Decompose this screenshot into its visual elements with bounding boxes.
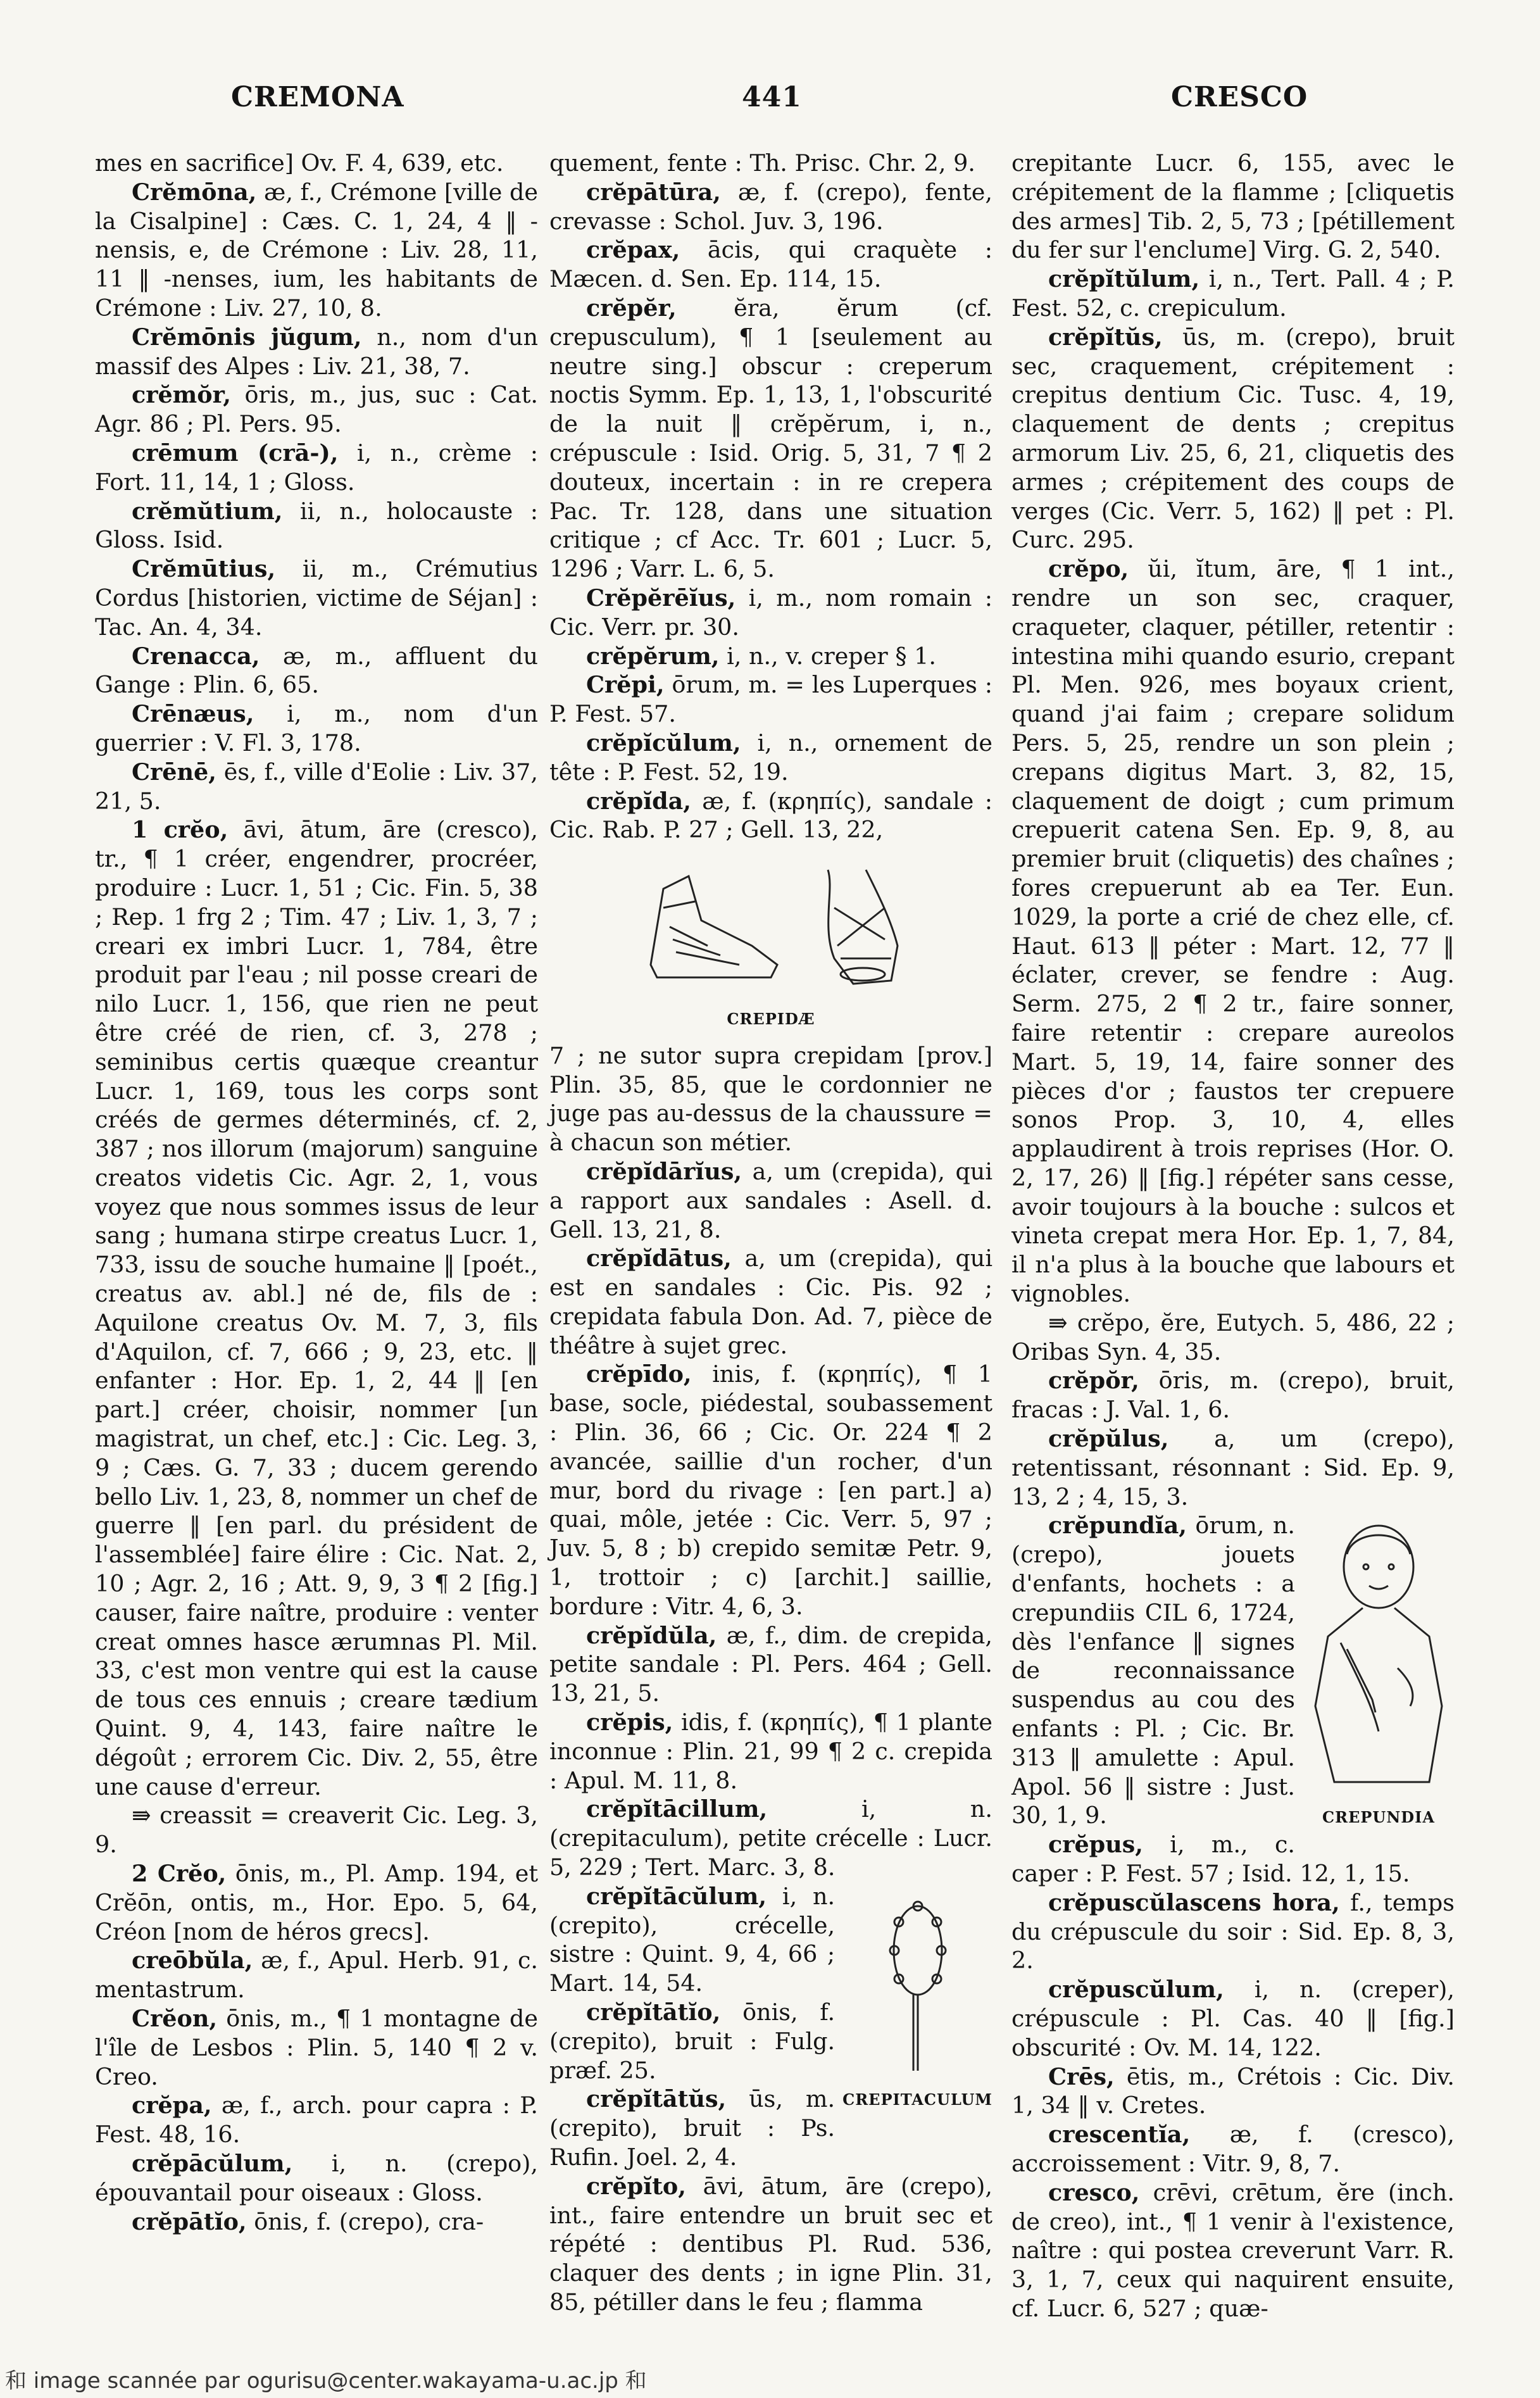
- dictionary-entry: [1011, 265, 1455, 323]
- entry-headword: Crĕmūtius,: [132, 555, 276, 583]
- dictionary-entry: [95, 380, 538, 439]
- entry-text: æ, f., arch. pour capra : P. Fest. 48, 16.: [95, 2092, 538, 2149]
- dictionary-entry: [549, 729, 992, 787]
- entry-text: i, n., crème : Fort. 11, 14, 1 ; Gloss.: [95, 439, 538, 496]
- dictionary-entry: [95, 2091, 538, 2149]
- column-2: [549, 149, 992, 2316]
- entry-headword: crĕpātūra,: [586, 178, 721, 206]
- crepidae-figure: [549, 851, 992, 1034]
- dictionary-entry: [549, 178, 992, 236]
- entry-headword: Crĕpĕrēĭus,: [586, 584, 736, 612]
- entry-text: ācis, qui craquète : Mæcen. d. Sen. Ep. 114, 15.: [549, 236, 992, 293]
- rattle-illustration: [883, 1887, 953, 2077]
- entry-headword: creōbŭla,: [132, 1947, 253, 1974]
- entry-text: i, n., v. creper § 1.: [719, 642, 937, 670]
- entry-text: ētis, m., Crétois : Cic. Div. 1, 34 ‖ v. Cretes.: [1011, 2062, 1455, 2119]
- entry-headword: crĕpundĭa,: [1048, 1512, 1187, 1540]
- entry-text: ii, n., holocauste : Gloss. Isid.: [95, 497, 538, 554]
- entry-headword: crĕpātĭo,: [132, 2207, 247, 2235]
- running-head-left: CREMONA: [231, 81, 404, 113]
- entry-text: æ, f. (crepo), fente, crevasse : Schol. Juv. 3, 196.: [549, 178, 992, 235]
- entry-text: crepitante Lucr. 6, 155, avec le crépitement de la flamme ; [cliquetis des armes] Tib. 2, 5, 73 ; [pétillement du fer sur l'enclume] Virg. G. 2, 540.: [1011, 149, 1455, 264]
- dictionary-entry: [95, 1859, 538, 1946]
- column-1: [95, 149, 538, 2295]
- dictionary-entry: [1011, 555, 1455, 1309]
- entry-text: i, n. (crepo), épouvantail pour oiseaux : Gloss.: [95, 2149, 538, 2206]
- dictionary-entry: [1011, 1424, 1455, 1511]
- entry-headword: crĕpĭto,: [586, 2172, 686, 2200]
- child-illustration: [1303, 1516, 1455, 1795]
- dictionary-entry: [95, 1801, 538, 1859]
- entry-text: æ, f. (κρηπίς), sandale : Cic. Rab. P. 27 ; Gell. 13, 22,: [549, 787, 992, 844]
- entry-text: āvi, ātum, āre (cresco), tr., ¶ 1 créer, engendrer, procréer, produire : Lucr. 1, 51 ; Cic. Fin. 5, 38 ; Rep. 1 frg 2 ; Tim. 47 ; Liv. 1, 3, 7 ; creari ex imbri Lucr. 1, 784, être produit par l'eau ; nil posse creari de nilo Lucr. 1, 156, que rien ne peut être créé de rien, cf. 3, 278 ; seminibus certis quæque creantur Lucr. 1, 169, tous les corps sont créés de germes déterminés, cf. 2, 387 ; nos illorum (majorum) sanguine creatos videtis Cic. Agr. 2, 1, vous voyez que nous sommes issus de leur sang ; humana stirpe creatus Lucr. 1, 733, issu de souche humaine ‖ [poét., creatus av. abl.] né de, fils de : Aquilone creatus Ov. M. 7, 3, fils d'Aquilon, cf. 7, 666 ; 9, 23, etc. ‖ enfanter : Hor. Ep. 1, 2, 44 ‖ [en part.] créer, choisir, nommer [un magistrat, un chef, etc.] : Cic. Leg. 3, 9 ; Cæs. G. 7, 33 ; ducem gerendo bello Liv. 1, 23, 8, nommer un chef de guerre ‖ [en parl. du président de l'assemblée] faire élire : Cic. Nat. 2, 10 ; Agr. 2, 16 ; Att. 9, 9, 3 ¶ 2 [fig.] causer, faire naître, produire : venter creat omnes hasce ærumnas Pl. Mil. 33, c'est mon ventre qui est la cause de tous ces ennuis ; creare tædium Quint. 9, 4, 143, faire naître le dégoût ; errorem Cic. Div. 2, 55, être une cause d'erreur.: [95, 816, 538, 1800]
- entry-text: i, m., nom d'un guerrier : V. Fl. 3, 178.: [95, 700, 538, 756]
- entry-headword: 2 Crĕo,: [132, 1860, 227, 1888]
- dictionary-entry: [549, 1244, 992, 1360]
- entry-headword: crĕpīdo,: [586, 1360, 692, 1388]
- dictionary-entry: [549, 1157, 992, 1244]
- entry-headword: crĕpācŭlum,: [132, 2149, 293, 2177]
- dictionary-entry: [1011, 1309, 1455, 1367]
- entry-text: āvi, ātum, āre (crepo), int., faire entendre un bruit sec et répété : dentibus Pl. Rud. 536, claquer des dents ; in igne Plin. 31, 85, pétiller dans le feu ; flamma: [549, 2172, 992, 2316]
- column-3-bottom: [1011, 1888, 1455, 2323]
- entry-headword: crĕpo,: [1048, 555, 1129, 583]
- entry-text: f., temps du crépuscule du soir : Sid. Ep. 8, 3, 2.: [1011, 1888, 1455, 1974]
- entry-text: ōrum, n. (crepo), jouets d'enfants, hochets : a crepundiis CIL 6, 1724, dès l'enfance ‖ signes de reconnaissance suspendus au cou des enfants : Pl. ; Cic. Br. 313 ‖ amulette : Apul. Apol. 56 ‖ sistre : Just. 30, 1, 9.: [1011, 1512, 1295, 1830]
- entry-headword: Crĕon,: [132, 2005, 218, 2032]
- dictionary-entry: [1011, 1888, 1455, 1975]
- dictionary-entry: [1011, 1975, 1455, 2062]
- dictionary-entry: [549, 1708, 992, 1795]
- entry-text: æ, f., Crémone [ville de la Cisalpine] : Cæs. C. 1, 24, 4 ‖ -nensis, e, de Crémone : Liv. 28, 11, 11 ‖ -nenses, ium, les habitants de Crémone : Liv. 27, 10, 8.: [95, 178, 538, 322]
- entry-text: a, um (crepo), retentissant, résonnant : Sid. Ep. 9, 13, 2 ; 4, 15, 3.: [1011, 1425, 1455, 1510]
- column-3-top: [1011, 149, 1455, 1511]
- entry-text: ii, m., Crémutius Cordus [historien, victime de Séjan] : Tac. An. 4, 34.: [95, 555, 538, 641]
- entry-text: ūs, m. (crepo), bruit sec, craquement, crépitement : crepitus dentium Cic. Tusc. 4, 19, claquement de dents ; crepitus armorum Liv. 25, 6, 21, cliquetis des armes ; crépitement des coups de verges (Cic. Verr. 5, 162) ‖ pet : Pl. Curc. 295.: [1011, 323, 1455, 554]
- entry-text: a, um (crepida), qui a rapport aux sandales : Asell. d. Gell. 13, 21, 8.: [549, 1157, 992, 1243]
- dictionary-entry: [549, 670, 992, 729]
- entry-headword: crĕpus,: [1048, 1831, 1143, 1859]
- entry-headword: crĕpĭtācŭlum,: [586, 1882, 767, 1910]
- dictionary-entry: [549, 787, 992, 845]
- entry-headword: crĕpĭtātŭs,: [586, 2085, 727, 2113]
- entry-headword: crĕmŏr,: [132, 381, 231, 409]
- column-2-top: [549, 149, 992, 844]
- entry-headword: crĕmŭtium,: [132, 497, 283, 525]
- dictionary-entry: [1011, 1366, 1455, 1424]
- entry-headword: crĕpĭdārĭus,: [586, 1157, 742, 1185]
- dictionary-entry: [549, 1795, 992, 1881]
- entry-text: i, n. (crepito), crécelle, sistre : Quint. 9, 4, 66 ; Mart. 14, 54.: [549, 1882, 836, 1997]
- page-number: 441: [742, 81, 802, 113]
- dictionary-entry: [95, 2207, 538, 2237]
- entry-text: inis, f. (κρηπίς), ¶ 1 base, socle, piédestal, soubassement : Plin. 36, 66 ; Cic. Or. 224 ¶ 2 avancée, saillie d'un rocher, d'un mur, bord du rivage : [en part.] a) quai, môle, jetée : Cic. Verr. 5, 97 ; Juv. 5, 8 ; b) crepido semitæ Petr. 9, 1, trottoir ; c) [archit.] saillie, bordure : Vitr. 4, 6, 3.: [549, 1360, 992, 1620]
- dictionary-entry: [95, 2149, 538, 2207]
- entry-headword: Crĕpi,: [586, 671, 665, 699]
- dictionary-entry: [95, 642, 538, 700]
- entry-headword: crĕpĭcŭlum,: [586, 729, 741, 756]
- dictionary-entry: [95, 497, 538, 555]
- entry-text: i, m., nom romain : Cic. Verr. pr. 30.: [549, 584, 992, 641]
- column-3: [1011, 149, 1455, 2322]
- entry-headword: crĕpuscŭlum,: [1048, 1976, 1224, 2004]
- entry-text: i, n., Tert. Pall. 4 ; P. Fest. 52, c. crepiculum.: [1011, 265, 1455, 322]
- entry-text: crēvi, crētum, ĕre (inch. de creo), int., ¶ 1 venir à l'existence, naître : qui postea creverunt Varr. R. 3, 1, 7, ceux qui naquirent ensuite, cf. Lucr. 6, 527 ; quæ-: [1011, 2178, 1455, 2322]
- entry-headword: crēmum (crā-),: [132, 439, 339, 467]
- entry-text: ōrum, m. = les Luperques : P. Fest. 57.: [549, 671, 992, 728]
- entry-text: ŭi, ĭtum, āre, ¶ 1 int., rendre un son sec, craquer, craqueter, claquer, pétiller, retentir : intestina mihi quando esurio, crepant Pl. Men. 926, mes boyaux crient, quand j'ai faim ; crepare solidum Pers. 5, 25, rendre un son plein ; crepans digitus Mart. 3, 82, 15, claquement de doigt ; cum primum crepuerit catena Sen. Ep. 9, 8, au premier bruit (cliquetis) des chaînes ; fores crepuerunt ab ea Ter. Eun. 1029, la porte a crié de chez elle, cf. Haut. 613 ‖ péter : Mart. 12, 77 ‖ éclater, crever, se fendre : Aug. Serm. 275, 2 ¶ 2 tr., faire sonner, faire retentir : crepare aureolos Mart. 5, 19, 14, faire sonner des pièces d'or ; faustos ter crepuere sonos Prop. 3, 10, 4, elles applaudirent à trois reprises (Hor. O. 2, 17, 26) ‖ [fig.] répéter sans cesse, avoir toujours à la bouche : sulcos et vineta crepat mera Hor. Ep. 1, 7, 84, il n'a plus à la bouche que labours et vignobles.: [1011, 555, 1455, 1308]
- entry-text: idis, f. (κρηπίς), ¶ 1 plante inconnue : Plin. 21, 99 ¶ 2 c. crepida : Apul. M. 11, 8.: [549, 1709, 992, 1794]
- entry-headword: crĕpĕr,: [586, 294, 677, 322]
- dictionary-entry: [95, 758, 538, 816]
- entry-headword: crĕpis,: [586, 1709, 673, 1736]
- dictionary-entry: [95, 149, 538, 178]
- entry-text: ōris, m., jus, suc : Cat. Agr. 86 ; Pl. Pers. 95.: [95, 381, 538, 438]
- dictionary-entry: [549, 1041, 992, 1157]
- entry-headword: Crēnæus,: [132, 700, 254, 728]
- entry-headword: crĕpŏr,: [1048, 1367, 1139, 1395]
- dictionary-entry: [549, 294, 992, 584]
- crepundia-figure: [1303, 1516, 1455, 1832]
- dictionary-entry: [95, 323, 538, 381]
- entry-headword: crĕpuscŭlascens hora,: [1048, 1888, 1340, 1916]
- entry-headword: crĕpĕrum,: [586, 642, 720, 670]
- entry-text: a, um (crepida), qui est en sandales : Cic. Pis. 92 ; crepidata fabula Don. Ad. 7, pièce de théâtre à sujet grec.: [549, 1245, 992, 1359]
- entry-headword: 1 crĕo,: [132, 816, 228, 844]
- entry-headword: crĕpĭtātĭo,: [586, 1999, 721, 2026]
- scan-credit: 和 image scannée par ogurisu@center.wakayama-u.ac.jp 和: [5, 2368, 647, 2394]
- entry-text: æ, f., dim. de crepida, petite sandale : Pl. Pers. 464 ; Gell. 13, 21, 5.: [549, 1621, 992, 1707]
- entry-text: ūs, m. (crepito), bruit : Ps. Rufin. Joel. 2, 4.: [549, 2085, 836, 2171]
- entry-headword: cresco,: [1048, 2178, 1140, 2206]
- entry-headword: Crēnē,: [132, 758, 216, 786]
- entry-text: i, n. (crepitaculum), petite crécelle : Lucr. 5, 229 ; Tert. Marc. 3, 8.: [549, 1795, 992, 1881]
- dictionary-entry: [95, 700, 538, 758]
- dictionary-entry: [1011, 2178, 1455, 2323]
- entry-text: i, n., ornement de tête : P. Fest. 52, 19.: [549, 729, 992, 786]
- entry-text: ĕra, ĕrum (cf. crepusculum), ¶ 1 [seulement au neutre sing.] obscur : creperum noctis Symm. Ep. 1, 13, 1, l'obscurité de la nuit ‖ crĕpĕrum, i, n., crépuscule : Isid. Orig. 5, 31, 7 ¶ 2 douteux, incertain : in re crepera Pac. Tr. 128, dans une situation critique ; cf Acc. Tr. 601 ; Lucr. 5, 1296 ; Varr. L. 6, 5.: [549, 294, 992, 583]
- crepitaculum-caption: CREPITACULUM: [842, 2090, 992, 2109]
- entry-headword: crĕpĭdātus,: [586, 1245, 732, 1272]
- entry-text: ōris, m. (crepo), bruit, fracas : J. Val. 1, 6.: [1011, 1367, 1455, 1424]
- dictionary-entry: [95, 2004, 538, 2091]
- dictionary-entry: [95, 178, 538, 323]
- dictionary-entry: [549, 1621, 992, 1708]
- entry-text: ōnis, m., Pl. Amp. 194, et Crĕōn, ontis, m., Hor. Epo. 5, 64, Créon [nom de héros grecs].: [95, 1860, 538, 1945]
- entry-headword: Crĕmōna,: [132, 178, 257, 206]
- entry-text: ōnis, f. (crepito), bruit : Fulg. præf. 25.: [549, 1999, 836, 2084]
- dictionary-entry: [95, 555, 538, 641]
- entry-headword: crĕpĭtācillum,: [586, 1795, 768, 1823]
- entry-headword: crĕpĭtŭlum,: [1048, 265, 1200, 293]
- entry-headword: Crĕmōnis jŭgum,: [132, 323, 362, 351]
- dictionary-entry: [549, 1360, 992, 1621]
- entry-text: i, m., c. caper : P. Fest. 57 ; Isid. 12, 1, 15.: [1011, 1831, 1410, 1888]
- dictionary-entry: [95, 439, 538, 497]
- dictionary-entry: [1011, 2062, 1455, 2121]
- column-2-bottom: [549, 1041, 992, 1882]
- dictionary-entry: [549, 2172, 992, 2317]
- entry-text: mes en sacrifice] Ov. F. 4, 639, etc.: [95, 149, 504, 177]
- entry-headword: crescentĭa,: [1048, 2121, 1191, 2149]
- entry-text: ēs, f., ville d'Eolie : Liv. 37, 21, 5.: [95, 758, 538, 815]
- entry-headword: crĕpĭda,: [586, 787, 691, 815]
- entry-text: quement, fente : Th. Prisc. Chr. 2, 9.: [549, 149, 975, 177]
- sandal-illustration: [625, 851, 917, 996]
- dictionary-entry: [1011, 2120, 1455, 2178]
- entry-headword: crĕpĭtŭs,: [1048, 323, 1163, 351]
- dictionary-entry: [549, 149, 992, 178]
- crepitaculum-figure: [842, 1887, 992, 2114]
- entry-text: æ, f., Apul. Herb. 91, c. mentastrum.: [95, 1947, 538, 2004]
- crepidae-caption: CREPIDÆ: [727, 1009, 815, 1028]
- entry-text: æ, f. (cresco), accroissement : Vitr. 9, 8, 7.: [1011, 2121, 1455, 2177]
- entry-headword: crĕpa,: [132, 2092, 212, 2119]
- entry-text: ōnis, m., ¶ 1 montagne de l'île de Lesbos : Plin. 5, 140 ¶ 2 v. Creo.: [95, 2005, 538, 2090]
- entry-headword: crĕpŭlus,: [1048, 1425, 1169, 1453]
- entry-text: n., nom d'un massif des Alpes : Liv. 21, 38, 7.: [95, 323, 538, 380]
- entry-text: ōnis, f. (crepo), cra-: [246, 2207, 484, 2235]
- dictionary-entry: [1011, 1830, 1455, 1888]
- dictionary-entry: [95, 1946, 538, 2004]
- dictionary-entry: [549, 642, 992, 671]
- entry-headword: Crēs,: [1048, 2062, 1115, 2090]
- entry-text: i, n. (creper), crépuscule : Pl. Cas. 40 ‖ [fig.] obscurité : Ov. M. 14, 122.: [1011, 1976, 1455, 2061]
- entry-headword: Crenacca,: [132, 642, 260, 670]
- dictionary-entry: [95, 815, 538, 1801]
- entry-text: ⇛ crĕpo, ĕre, Eutych. 5, 486, 22 ; Oribas Syn. 4, 35.: [1011, 1309, 1455, 1365]
- dictionary-entry: [549, 235, 992, 294]
- dictionary-entry: [1011, 149, 1455, 265]
- entry-text: ⇛ creassit = creaverit Cic. Leg. 3, 9.: [95, 1802, 538, 1859]
- entry-text: 7 ; ne sutor supra crepidam [prov.] Plin. 35, 85, que le cordonnier ne juge pas au-dessus de la chaussure = à chacun son métier.: [549, 1041, 992, 1157]
- entry-headword: crĕpax,: [586, 236, 680, 264]
- entry-text: æ, m., affluent du Gange : Plin. 6, 65.: [95, 642, 538, 699]
- running-head-right: CRESCO: [1171, 81, 1308, 113]
- crepundia-caption: CREPUNDIA: [1322, 1808, 1435, 1827]
- dictionary-entry: [1011, 323, 1455, 555]
- dictionary-entry: [549, 584, 992, 642]
- entry-headword: crĕpĭdŭla,: [586, 1621, 717, 1649]
